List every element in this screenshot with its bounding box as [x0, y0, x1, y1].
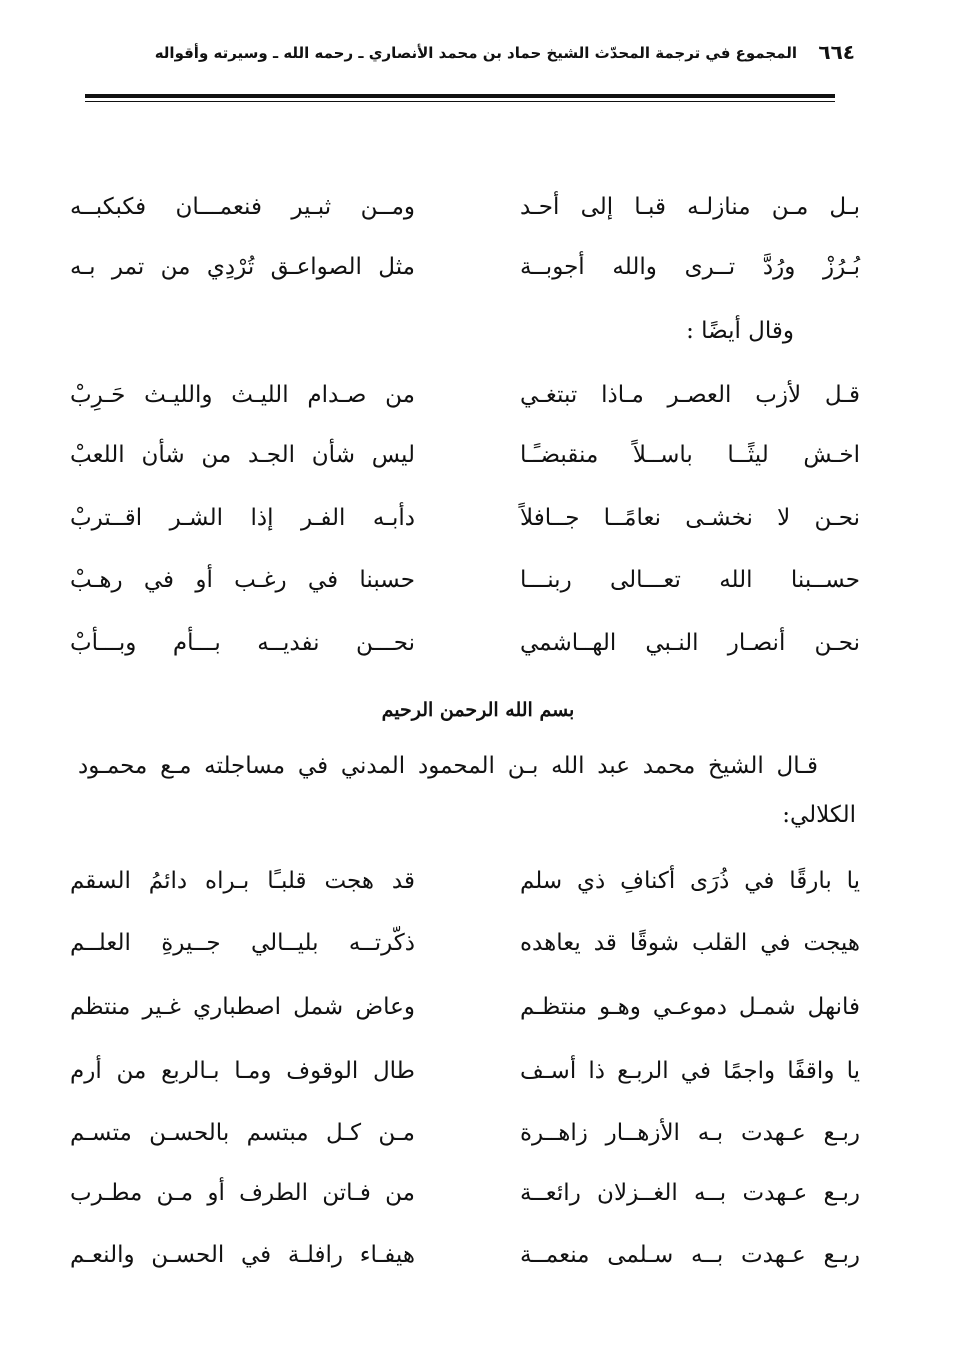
prose-line: الكلالي: — [782, 802, 856, 828]
second-hemistich: قد هجت قلبـًا بـراه دائمُ السقم — [70, 868, 415, 894]
first-hemistich: هيجت في القلب شوقًا قد يعاهده — [520, 930, 860, 956]
second-hemistich: مثل الصواعـق تُرْدِي من تمر بـه — [70, 254, 415, 280]
header-rule-thin — [85, 101, 835, 102]
header-rule — [85, 94, 835, 98]
second-hemistich: ومــن ثبـير فنعمـــان فكبكبــه — [70, 194, 415, 220]
second-hemistich: دأبـه الفـر إذا الشـر اقــتربْ — [70, 505, 415, 531]
verse — [60, 372, 860, 418]
first-hemistich: نحـن أنصـار النـبي الهــاشمي — [520, 630, 860, 656]
second-hemistich: نحـــن نفديــه بـــأم وبـــأبْ — [70, 630, 415, 656]
verse — [60, 920, 860, 966]
basmala-heading: بسم الله الرحمن الرحيم — [381, 699, 575, 721]
page-number: ٦٦٤ — [818, 40, 855, 64]
verse — [60, 858, 860, 904]
first-hemistich: يا واقفًا واجمًا في الربـع ذا أسـف — [520, 1058, 860, 1084]
second-hemistich: من فـاتن الطرف أو مـن مطـرب — [70, 1180, 415, 1206]
first-hemistich: ربـع عـهدت بـه الأزهــار زاهــرة — [520, 1120, 860, 1146]
verse — [60, 620, 860, 666]
second-hemistich: ذكّرتــه بليــالي جــيرةِ العلــم — [70, 930, 415, 956]
verse — [60, 1110, 860, 1156]
first-hemistich: يا بارقًا في ذُرَى أكنافِ ذي سلم — [520, 868, 860, 894]
second-hemistich: من صـدام الليـث والليـث حَـرِبْ — [70, 382, 415, 408]
first-hemistich: ربـع عـهدت بــه سـلمى منعمــة — [520, 1242, 860, 1268]
second-hemistich: وعاض شمل اصطباري غـير منتظم — [70, 994, 415, 1020]
second-hemistich: ليس شأن الجـد من شأن اللعبْ — [70, 442, 415, 468]
first-hemistich: نحـن لا نخشـى نعامًــا جــافلاً — [520, 505, 860, 531]
first-hemistich: اخـش ليثًــا باســلاً منقبضـًـا — [520, 442, 860, 468]
second-hemistich: هيفـاء رافلـة في الحسـن والنعـم — [70, 1242, 415, 1268]
first-hemistich: قـل لأزب العصـر مـاذا تبتغـي — [520, 382, 860, 408]
verse — [60, 1170, 860, 1216]
intro-line: وقال أيضًا : — [686, 318, 794, 344]
verse — [60, 1232, 860, 1278]
verse — [60, 184, 860, 230]
first-hemistich: فانهل شمـل دموعـي وهـو منتظـم — [520, 994, 860, 1020]
prose-line: قـال الشيخ محمد عبد الله بـن المحمود المدني في مساجلته مـع محمـود — [78, 753, 818, 779]
first-hemistich: ربـع عـهدت بــه الغــزلان رائعــة — [520, 1180, 860, 1206]
second-hemistich: حسبنا في رغـب أو في رهـبْ — [70, 567, 415, 593]
verse — [60, 1048, 860, 1094]
verse — [60, 495, 860, 541]
verse — [60, 984, 860, 1030]
second-hemistich: طال الوقوف ومـا بـالربع من أرم — [70, 1058, 415, 1084]
second-hemistich: مـن كـل مبتسم بالحسـن متسـم — [70, 1120, 415, 1146]
verse — [60, 244, 860, 290]
running-title: المجموع في ترجمة المحدّث الشيخ حماد بن محمد الأنصاري ـ رحمه الله ـ وسيرته وأقواله — [154, 44, 797, 62]
verse — [60, 432, 860, 478]
first-hemistich: بـل مـن منازلـه قبـا إلى أحـد — [520, 194, 860, 220]
first-hemistich: حســبنا الله تعـــالى ربنـــا — [520, 567, 860, 593]
first-hemistich: بُـرُزْ ورُدَّ تــرى والله أجوبــة — [520, 254, 860, 280]
running-header — [150, 40, 855, 74]
verse — [60, 557, 860, 603]
